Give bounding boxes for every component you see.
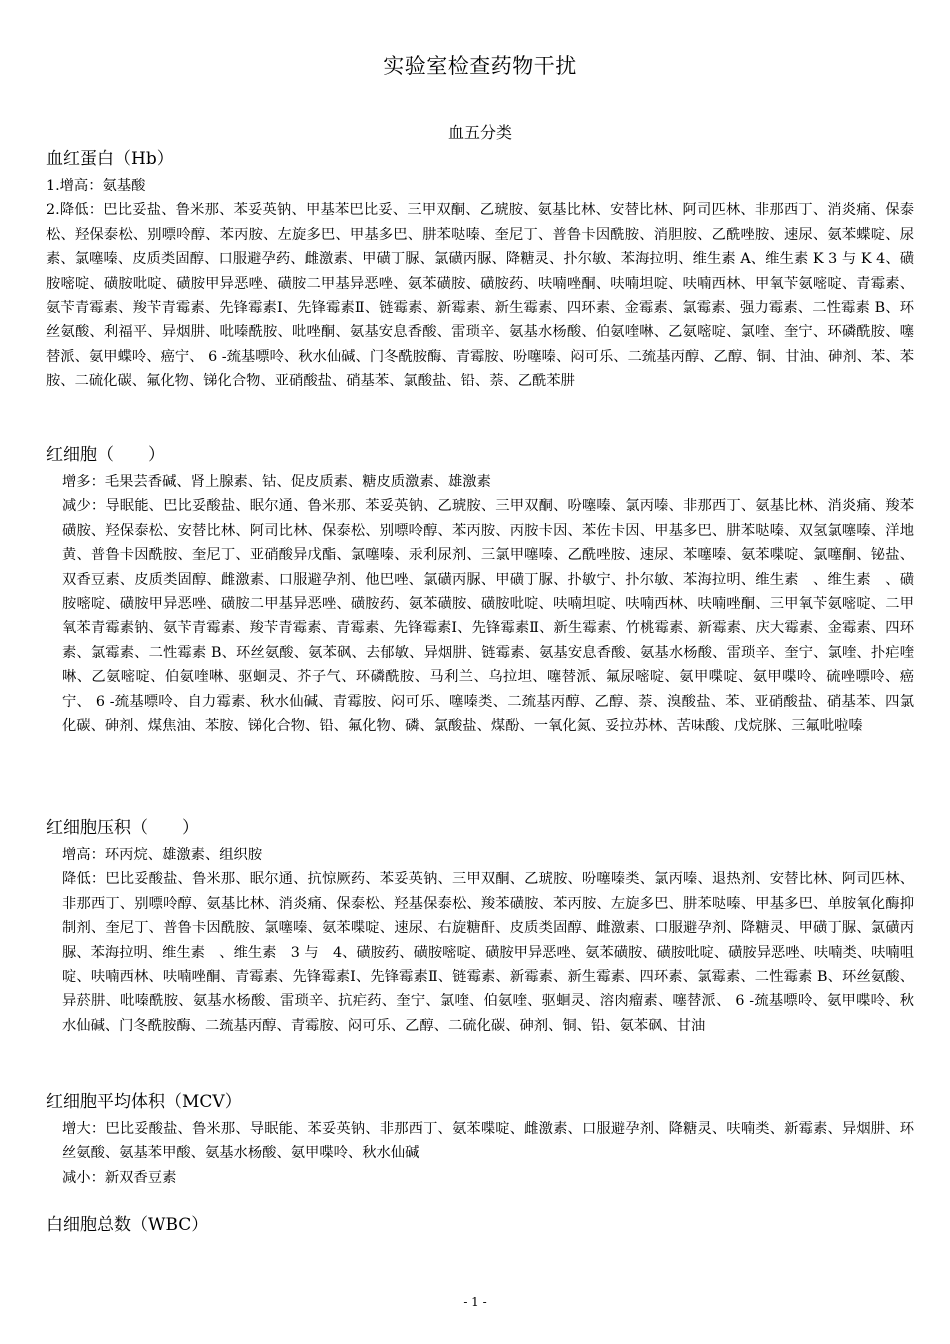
section-heading: 血红蛋白（Hb） [46, 149, 174, 169]
section-line: 增高：环丙烷、雄激素、组织胺 [62, 847, 263, 863]
document-title: 实验室检查药物干扰 [383, 54, 577, 78]
page-number: - 1 - [463, 1295, 487, 1309]
section-red-blood-cells [46, 443, 914, 738]
section-line: 增多：毛果芸香碱、肾上腺素、钴、促皮质素、糖皮质激素、雄激素 [62, 474, 491, 490]
section-line: 减少：导眠能、巴比妥酸盐、眠尔通、鲁米那、苯妥英钠、乙琥胺、三甲双酮、吩噻嗪、氯丙嗪、非那西丁、氨基比林、消炎痛、羧苯磺胺、羟保泰松、安替比林、阿司比林、保泰松、别嘌呤醇、苯丙胺、丙胺卡因、苯佐卡因、甲基多巴、肼苯哒嗪、双氢氯噻嗪、洋地黄、普鲁卡因酰胺、奎尼丁、亚硝酸异戊酯、氯噻嗪、汞利尿剂、三氯甲噻嗪、乙酰唑胺、速尿、苯噻嗪、氨苯喋啶、氯噻酮、铋盐、双香豆素、皮质类固醇、雌激素、口服避孕剂、他巴唑、氯磺丙脲、甲磺丁脲、扑敏宁、扑尔敏、苯海拉明、维生素 、维生素 、磺胺嘧啶、磺胺甲异恶唑、磺胺二甲基异恶唑、磺胺药、氨苯磺胺、磺胺吡啶、呋喃坦啶、呋喃西林、呋喃唑酮、三甲氧苄氨嘧啶、二甲氧苯青霉素钠、氨苄青霉素、羧苄青霉素、青霉素、先锋霉素Ⅰ、先锋霉素Ⅱ、新生霉素、竹桃霉素、新霉素、庆大霉素、金霉素、四环素、氯霉素、二性霉素 B、环丝氨酸、氨苯砜、去郁敏、异烟肼、链霉素、氨基安息香酸、氨基水杨酸、雷琐辛、奎宁、氯喹、扑疟喹啉、乙氨嘧啶、伯氨喹啉、驱蛔灵、芥子气、环磷酰胺、马利兰、乌拉坦、噻替派、氟尿嘧啶、氨甲喋啶、氨甲喋呤、硫唑嘌呤、癌宁、 6 -巯基嘌呤、自力霉素、秋水仙碱、青霉胺、闷可乐、噻嗪类、二巯基丙醇、乙醇、萘、溴酸盐、苯、亚硝酸盐、硝基苯、四氯化碳、砷剂、煤焦油、苯胺、锑化合物、铅、氟化物、磷、氯酸盐、煤酚、一氧化氮、妥拉苏林、苦味酸、戊烷脒、三氟吡啦嗪 [62, 498, 914, 735]
section-mcv [46, 1090, 914, 1190]
section-heading: 红细胞平均体积（MCV） [46, 1092, 242, 1112]
section-line: 2.降低：巴比妥盐、鲁米那、苯妥英钠、甲基苯巴比妥、三甲双酮、乙琥胺、氨基比林、安替比林、阿司匹林、非那西丁、消炎痛、保泰松、羟保泰松、别嘌呤醇、苯丙胺、左旋多巴、甲基多巴、肼苯哒嗪、奎尼丁、普鲁卡因酰胺、消胆胺、乙酰唑胺、速尿、氨苯蝶啶、尿素、氯噻嗪、皮质类固醇、口服避孕药、雌激素、甲磺丁脲、氯磺丙脲、降糖灵、扑尔敏、苯海拉明、维生素 A、维生素 K 3 与 K 4、磺胺嘧啶、磺胺吡啶、磺胺甲异恶唑、磺胺二甲基异恶唑、氨苯磺胺、磺胺药、呋喃唑酮、呋喃坦啶、呋喃西林、甲氧苄氨嘧啶、青霉素、氨苄青霉素、羧苄青霉素、先锋霉素Ⅰ、先锋霉素Ⅱ、链霉素、新霉素、新生霉素、四环素、金霉素、氯霉素、强力霉素、二性霉素 B、环丝氨酸、利福平、异烟肼、吡嗪酰胺、吡唑酮、氨基安息香酸、雷琐辛、氨基水杨酸、伯氨喹啉、乙氨嘧啶、氯喹、奎宁、环磷酰胺、噻替派、氨甲蝶呤、癌宁、 6 -巯基嘌呤、秋水仙碱、门冬酰胺酶、青霉胺、吩噻嗪、闷可乐、二巯基丙醇、乙醇、铜、甘油、砷剂、苯、苯胺、二硫化碳、氟化物、锑化合物、亚硝酸盐、硝基苯、氯酸盐、铅、萘、乙酰苯肼 [46, 202, 914, 390]
section-line: 降低：巴比妥酸盐、鲁米那、眠尔通、抗惊厥药、苯妥英钠、三甲双酮、乙琥胺、吩噻嗪类、氯丙嗪、退热剂、安替比林、阿司匹林、非那西丁、别嘌呤醇、氨基比林、消炎痛、保泰松、羟基保泰松、羧苯磺胺、苯丙胺、左旋多巴、肼苯哒嗪、甲基多巴、单胺氧化酶抑制剂、奎尼丁、普鲁卡因酰胺、氯噻嗪、氨苯喋啶、速尿、右旋糖酐、皮质类固醇、雌激素、口服避孕剂、降糖灵、甲磺丁脲、氯磺丙脲、苯海拉明、维生素 、维生素 3 与 4、磺胺药、磺胺嘧啶、磺胺甲异恶唑、氨苯磺胺、磺胺吡啶、磺胺异恶唑、呋喃类、呋喃咀啶、呋喃西林、呋喃唑酮、青霉素、先锋霉素Ⅰ、先锋霉素Ⅱ、链霉素、新霉素、新生霉素、四环素、氯霉素、二性霉素 B、环丝氨酸、异菸肼、吡嗪酰胺、氨基水杨酸、雷琐辛、抗疟药、奎宁、氯喹、伯氨喹、驱蛔灵、溶肉瘤素、噻替派、 6 -巯基嘌呤、氨甲喋呤、秋水仙碱、门冬酰胺酶、二巯基丙醇、青霉胺、闷可乐、乙醇、二硫化碳、砷剂、铜、铅、氨苯砜、甘油 [62, 871, 914, 1034]
section-heading: 红细胞压积（ ） [46, 818, 199, 838]
section-wbc [46, 1213, 914, 1240]
section-line: 增大：巴比妥酸盐、鲁米那、导眠能、苯妥英钠、非那西丁、氨苯喋啶、雌激素、口服避孕剂、降糖灵、呋喃类、新霉素、异烟肼、环丝氨酸、氨基苯甲酸、氨基水杨酸、氨甲喋呤、秋水仙碱 [62, 1121, 914, 1162]
section-line: 减小：新双香豆素 [62, 1169, 177, 1186]
section-heading: 红细胞（ ） [46, 445, 165, 465]
document-subtitle: 血五分类 [447, 123, 512, 142]
section-hemoglobin [46, 147, 914, 394]
section-heading: 白细胞总数（WBC） [46, 1215, 209, 1235]
section-line: 1.增高：氨基酸 [46, 178, 146, 194]
section-hematocrit [46, 816, 914, 1038]
